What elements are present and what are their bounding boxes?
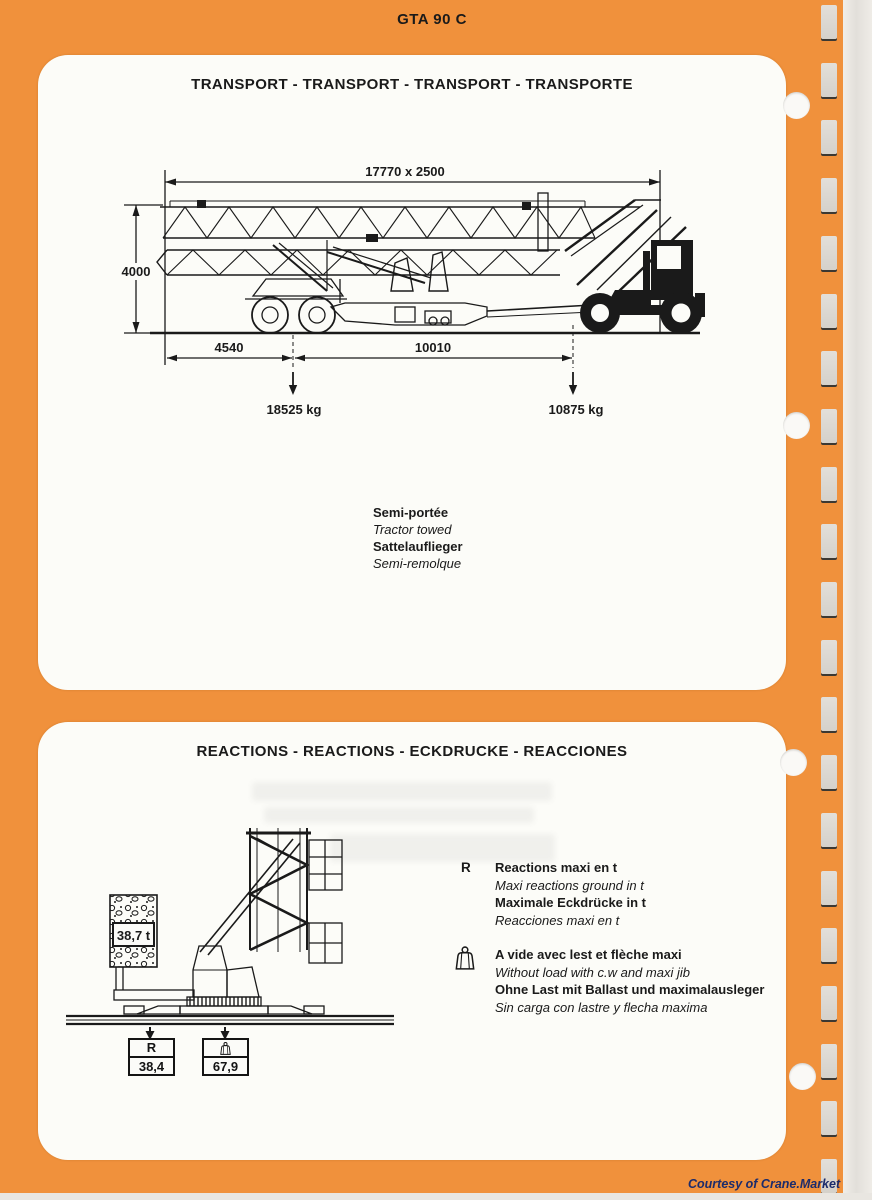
legend-r-es: Reacciones maxi en t xyxy=(495,912,620,928)
binder-slot xyxy=(821,524,837,558)
reaction-box-r xyxy=(128,1038,175,1076)
ballast-icon xyxy=(452,946,478,970)
height-dim-label: 4000 xyxy=(121,264,151,279)
binder-slot xyxy=(821,63,837,97)
binder-slot xyxy=(821,582,837,616)
transport-crane-drawing xyxy=(95,155,715,445)
page-title: GTA 90 C xyxy=(397,11,467,28)
binder-slot xyxy=(821,294,837,328)
binder-slot xyxy=(821,178,837,212)
binder-slot xyxy=(821,755,837,789)
caption-fr: Semi-portée xyxy=(373,505,449,520)
reaction-box-noload xyxy=(202,1038,249,1076)
binder-slot xyxy=(821,409,837,443)
ballast-icon xyxy=(204,1040,247,1058)
binder-slot xyxy=(821,236,837,270)
overall-dim-label: 17770 x 2500 xyxy=(365,164,445,179)
transport-caption xyxy=(373,504,463,572)
legend-noload-en: Without load with c.w and maxi jib xyxy=(495,964,690,980)
binder-slot xyxy=(821,697,837,731)
tractor-load-label: 10875 kg xyxy=(548,402,604,417)
show-through-artifact xyxy=(252,782,552,801)
folded-crane-outline xyxy=(150,193,705,334)
rear-span-label: 10010 xyxy=(414,340,452,355)
binder-slot xyxy=(821,5,837,39)
legend-noload-de: Ohne Last mit Ballast und maximalausleger xyxy=(495,982,765,997)
legend-r-symbol: R xyxy=(461,860,471,875)
binder-slot xyxy=(821,986,837,1020)
ballast-mass-label: 38,7 t xyxy=(116,928,151,943)
punch-hole xyxy=(780,749,807,776)
binder-slot xyxy=(821,120,837,154)
caption-en: Tractor towed xyxy=(373,522,452,537)
binder-slot xyxy=(821,928,837,962)
reaction-box-r-value: 38,4 xyxy=(138,1059,165,1074)
reactions-panel-title: REACTIONS - REACTIONS - ECKDRUCKE - REACCIONES xyxy=(196,743,628,760)
dimension-labels xyxy=(116,164,604,417)
binder-slot xyxy=(821,1044,837,1078)
binder-slot xyxy=(821,871,837,905)
legend-r xyxy=(495,859,646,929)
page-edge xyxy=(843,0,872,1200)
binder-slot xyxy=(821,467,837,501)
binder-slot xyxy=(821,351,837,385)
reaction-box-r-symbol: R xyxy=(130,1040,173,1058)
binder-slot xyxy=(821,1101,837,1135)
punch-hole xyxy=(783,92,810,119)
legend-noload xyxy=(495,946,764,1016)
page-bottom-edge xyxy=(0,1193,872,1200)
caption-de: Sattelauflieger xyxy=(373,539,463,554)
punch-hole xyxy=(789,1063,816,1090)
reaction-box-noload-value: 67,9 xyxy=(212,1059,239,1074)
courtesy-watermark: Courtesy of Crane.Market xyxy=(688,1177,841,1191)
transport-panel-title: TRANSPORT - TRANSPORT - TRANSPORT - TRANSPORTE xyxy=(191,76,633,93)
legend-r-de: Maximale Eckdrücke in t xyxy=(495,895,647,910)
legend-r-en: Maxi reactions ground in t xyxy=(495,877,644,893)
front-span-label: 4540 xyxy=(214,340,244,355)
binder-slot xyxy=(821,813,837,847)
binder-slot xyxy=(821,640,837,674)
legend-noload-es: Sin carga con lastre y flecha maxima xyxy=(495,999,708,1015)
caption-es: Semi-remolque xyxy=(373,556,462,571)
legend-r-fr: Reactions maxi en t xyxy=(495,860,618,875)
punch-hole xyxy=(783,412,810,439)
legend-noload-fr: A vide avec lest et flèche maxi xyxy=(495,947,682,962)
tower-crane-outline xyxy=(66,828,394,1040)
trailer-load-label: 18525 kg xyxy=(266,402,322,417)
